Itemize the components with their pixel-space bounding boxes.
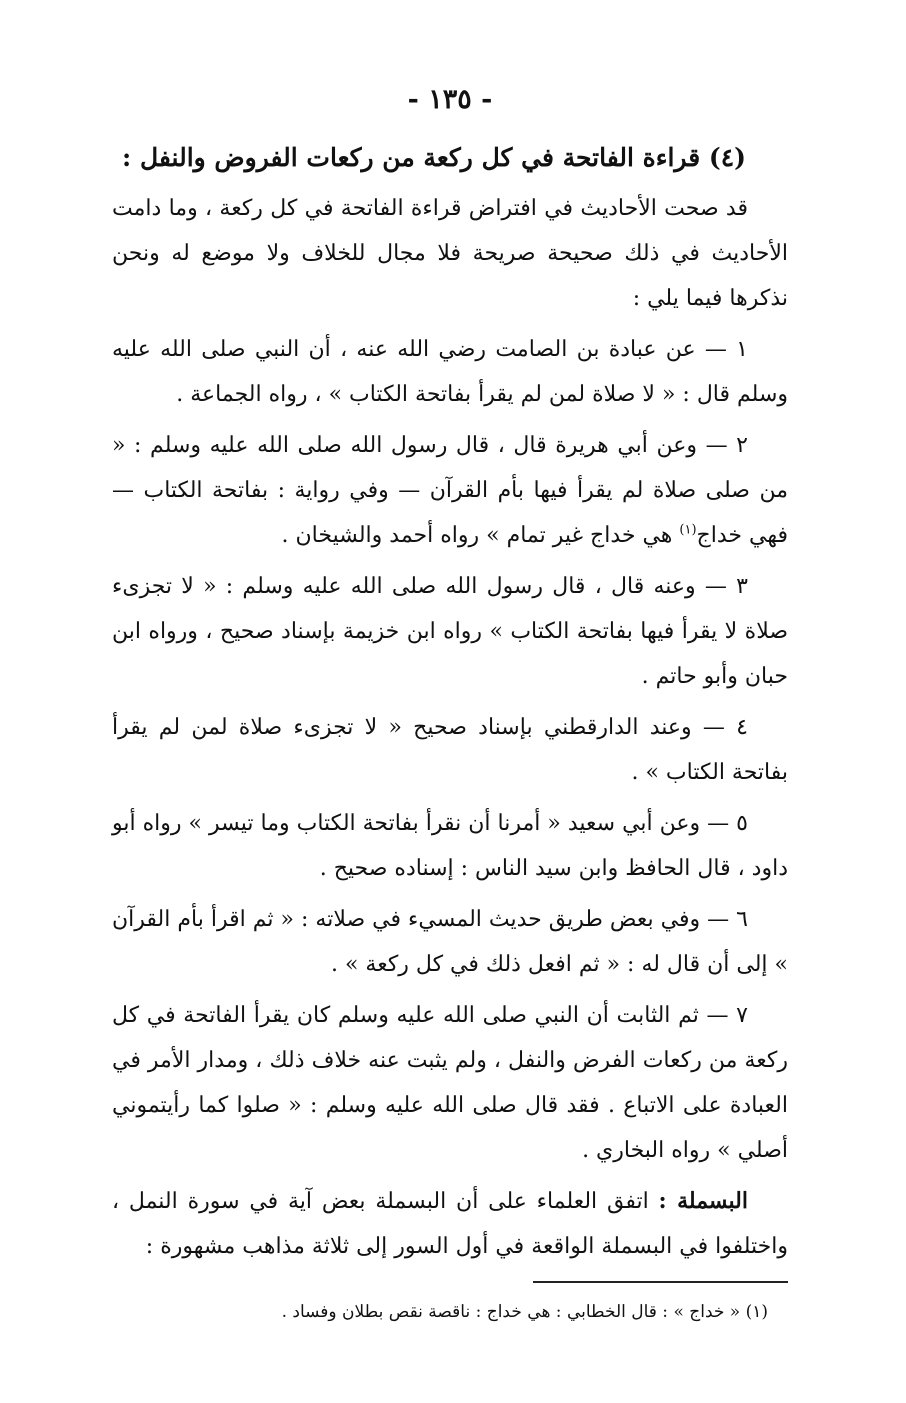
hadith-2-paragraph — [112, 423, 788, 558]
footnote: (١) « خداج » : قال الخطابي : هي خداج : ناقصة نقص بطلان وفساد . — [281, 1302, 768, 1322]
hadith-2-text-end: هي خداج غير تمام » رواه أحمد والشيخان . — [281, 523, 680, 548]
book-page — [112, 80, 788, 1327]
intro-paragraph: قد صحت الأحاديث في افتراض قراءة الفاتحة في كل ركعة ، وما دامت الأحاديث في ذلك صحيحة صريحة فلا مجال للخلاف ولا موضع له ونحن نذكرها فيما يلي : — [112, 196, 788, 311]
basmala-paragraph — [112, 1179, 788, 1269]
page-number: - ١٣٥ - — [407, 84, 493, 115]
hadith-1-paragraph: ١ — عن عبادة بن الصامت رضي الله عنه ، أن النبي صلى الله عليه وسلم قال : « لا صلاة لمن لم يقرأ بفاتحة الكتاب » ، رواه الجماعة . — [112, 337, 788, 407]
hadith-6-paragraph: ٦ — وفي بعض طريق حديث المسيء في صلاته : « ثم اقرأ بأم القرآن » إلى أن قال له : « ثم افعل ذلك في كل ركعة » . — [112, 907, 788, 977]
section-heading: (٤) قراءة الفاتحة في كل ركعة من ركعات الفروض والنفل : — [122, 143, 746, 172]
hadith-3-paragraph: ٣ — وعنه قال ، قال رسول الله صلى الله عليه وسلم : « لا تجزىء صلاة لا يقرأ فيها بفاتحة الكتاب » رواه ابن خزيمة بإسناد صحيح ، ورواه ابن حبان وأبو حاتم . — [112, 574, 788, 689]
footnote-marker: (١) — [679, 522, 697, 538]
hadith-2-text-start: ٢ — وعن أبي هريرة قال ، قال رسول الله صلى الله عليه وسلم : « من صلى صلاة لم يقرأ فيها بأم القرآن — وفي رواية : بفاتحة الكتاب — فهي خداج — [112, 433, 788, 548]
basmala-lead: البسملة : — [658, 1188, 748, 1214]
hadith-4-paragraph: ٤ — وعند الدارقطني بإسناد صحيح « لا تجزىء صلاة لمن لم يقرأ بفاتحة الكتاب » . — [112, 715, 788, 785]
hadith-5-paragraph: ٥ — وعن أبي سعيد « أمرنا أن نقرأ بفاتحة الكتاب وما تيسر » رواه أبو داود ، قال الحافظ وابن سيد الناس : إسناده صحيح . — [112, 811, 788, 881]
hadith-7-paragraph: ٧ — ثم الثابت أن النبي صلى الله عليه وسلم كان يقرأ الفاتحة في كل ركعة من ركعات الفرض والنفل ، ولم يثبت عنه خلاف ذلك ، ومدار الأمر في العبادة على الاتباع . فقد قال صلى الله عليه وسلم : « صلوا كما رأيتموني أصلي » رواه البخاري . — [112, 1003, 788, 1163]
basmala-text: اتفق العلماء على أن البسملة بعض آية في سورة النمل ، واختلفوا في البسملة الواقعة في أول السور إلى ثلاثة مذاهب مشهورة : — [112, 1189, 788, 1259]
footnote-divider — [533, 1281, 788, 1283]
